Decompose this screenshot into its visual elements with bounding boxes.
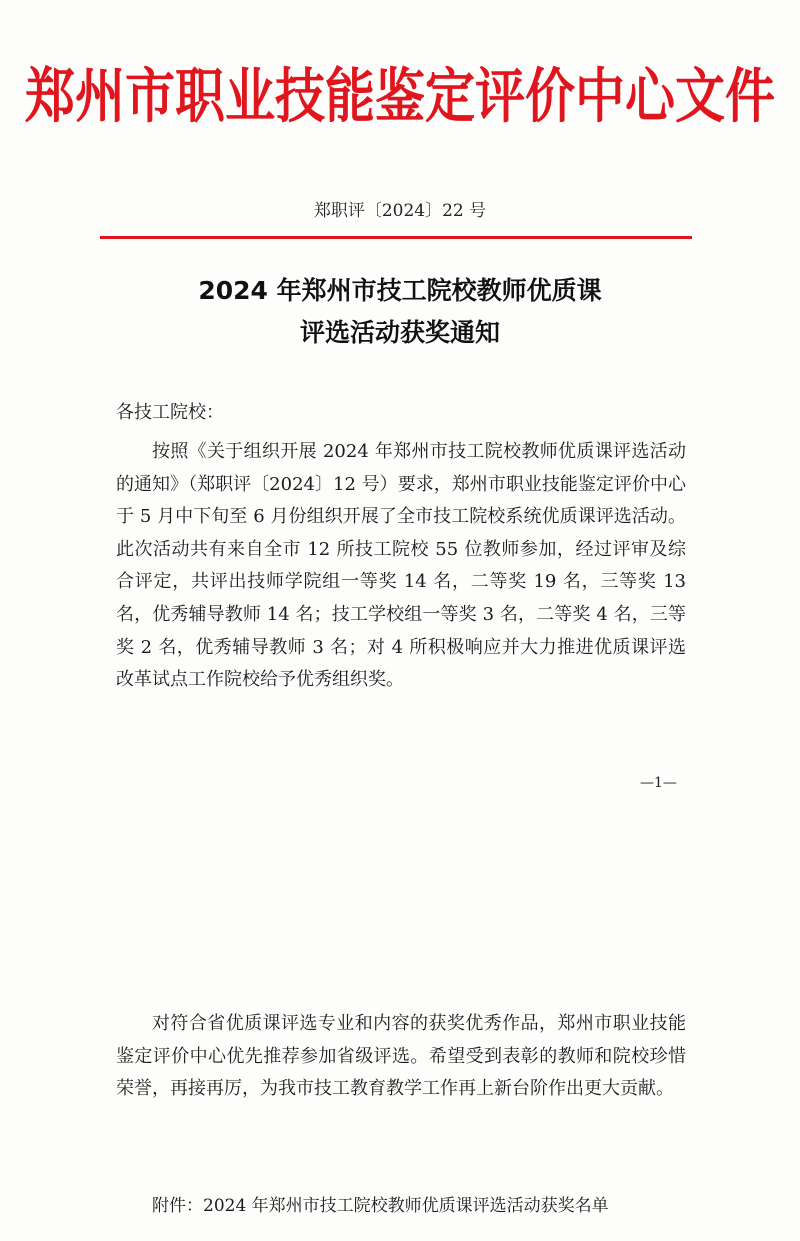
document-number: 郑职评〔2024〕22 号 <box>313 201 487 221</box>
body-paragraph-2: 对符合省优质课评选专业和内容的获奖优秀作品，郑州市职业技能鉴定评价中心优先推荐参加省级评选。希望受到表彰的教师和院校珍惜荣誉，再接再厉，为我市技工教育教学工作再上新台阶作出更大贡献。 <box>116 1013 686 1100</box>
red-divider-line <box>100 236 692 239</box>
salutation: 各技工院校： <box>116 402 224 423</box>
notice-title-line2: 评选活动获奖通知 <box>299 318 500 347</box>
attachment-line: 附件：2024 年郑州市技工院校教师优质课评选活动获奖名单 <box>152 1196 609 1216</box>
page-number: —1— <box>640 775 677 791</box>
masthead-title: 郑州市职业技能鉴定评价中心文件 <box>25 62 775 131</box>
notice-title-line1: 2024 年郑州市技工院校教师优质课 <box>198 276 602 305</box>
body-paragraph-1: 按照《关于组织开展 2024 年郑州市技工院校教师优质课评选活动的通知》（郑职评〔2024〕12 号）要求，郑州市职业技能鉴定评价中心于 5 月中下旬至 6 月份组织开展了全市技工院校系统优质课评选活动。此次活动共有来自全市 12 所技工院校 55 位教师参加，经过评审及综合评定，共评出技师学院组一等奖 14 名，二等奖 19 名，三等奖 13 名，优秀辅导教师 14 名；技工学校组一等奖 3 名，二等奖 4 名，三等奖 2 名，优秀辅导教师 3 名；对 4 所积极响应并大力推进优质课评选改革试点工作院校给予优秀组织奖。 <box>116 441 686 691</box>
notice-title <box>0 270 800 354</box>
